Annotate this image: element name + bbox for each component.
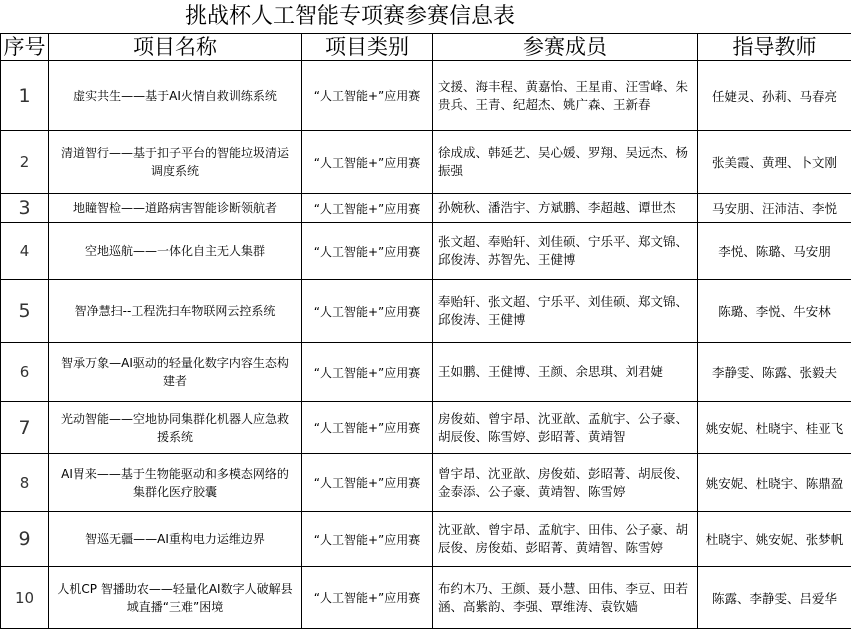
cell-teacher: 李静雯、陈露、张毅夫 xyxy=(698,343,851,402)
header-category: 项目类别 xyxy=(302,34,433,61)
cell-members: 房俊茹、曾宇昂、沈亚歆、孟航宇、公子豪、胡辰俊、陈雪婷、彭昭菁、黄靖智 xyxy=(433,402,698,454)
cell-teacher: 马安朋、汪沛洁、李悦 xyxy=(698,194,851,223)
header-members: 参赛成员 xyxy=(433,34,698,61)
cell-seq: 9 xyxy=(1,512,49,567)
cell-members: 孙婉秋、潘浩宇、方斌鹏、李超越、谭世杰 xyxy=(433,194,698,223)
cell-category: “人工智能+”应用赛 xyxy=(302,194,433,223)
cell-seq: 4 xyxy=(1,223,49,280)
cell-teacher: 陈露、李静雯、吕爱华 xyxy=(698,567,851,629)
cell-seq: 6 xyxy=(1,343,49,402)
header-teacher: 指导教师 xyxy=(698,34,851,61)
cell-seq: 5 xyxy=(1,280,49,343)
cell-name: 智巡无疆——AI重构电力运维边界 xyxy=(49,512,302,567)
participant-table xyxy=(0,33,851,629)
page-title: 挑战杯人工智能专项赛参赛信息表 xyxy=(184,4,515,29)
cell-teacher: 陈璐、李悦、牛安林 xyxy=(698,280,851,343)
table-row xyxy=(1,223,851,280)
cell-members: 布约木乃、王颜、聂小慧、田伟、李豆、田若涵、高紫韵、李强、覃维涛、袁钦嫱 xyxy=(433,567,698,629)
cell-teacher: 杜晓宇、姚安妮、张梦帆 xyxy=(698,512,851,567)
cell-seq: 10 xyxy=(1,567,49,629)
cell-name: 空地巡航——一体化自主无人集群 xyxy=(49,223,302,280)
table-row xyxy=(1,131,851,194)
cell-category: “人工智能+”应用赛 xyxy=(302,343,433,402)
cell-teacher: 姚安妮、杜晓宇、陈鼎盈 xyxy=(698,454,851,512)
cell-name: 虚实共生——基于AI火情自救训练系统 xyxy=(49,61,302,131)
cell-teacher: 姚安妮、杜晓宇、桂亚飞 xyxy=(698,402,851,454)
cell-members: 文援、海丰程、黄嘉怡、王星甫、汪雪峰、朱贵兵、王青、纪超杰、姚广森、王新春 xyxy=(433,61,698,131)
cell-members: 王如鹏、王健博、王颜、余思琪、刘君婕 xyxy=(433,343,698,402)
cell-name: 地瞳智检——道路病害智能诊断领航者 xyxy=(49,194,302,223)
cell-seq: 7 xyxy=(1,402,49,454)
table-row xyxy=(1,194,851,223)
cell-seq: 8 xyxy=(1,454,49,512)
cell-members: 曾宇昂、沈亚歆、房俊茹、彭昭菁、胡辰俊、金泰添、公子豪、黄靖智、陈雪婷 xyxy=(433,454,698,512)
table-row xyxy=(1,280,851,343)
cell-seq: 2 xyxy=(1,131,49,194)
cell-teacher: 张美霞、黄理、卜文刚 xyxy=(698,131,851,194)
table-row xyxy=(1,343,851,402)
header-row xyxy=(1,34,851,61)
cell-name: 清道智行——基于扣子平台的智能垃圾清运调度系统 xyxy=(49,131,302,194)
cell-teacher: 李悦、陈璐、马安朋 xyxy=(698,223,851,280)
cell-name: AI胃来——基于生物能驱动和多模态网络的集群化医疗胶囊 xyxy=(49,454,302,512)
cell-name: 人机CP 智播助农——轻量化AI数字人破解县域直播“三难”困境 xyxy=(49,567,302,629)
cell-seq: 1 xyxy=(1,61,49,131)
cell-members: 沈亚歆、曾宇昂、孟航宇、田伟、公子豪、胡辰俊、房俊茹、彭昭菁、黄靖智、陈雪婷 xyxy=(433,512,698,567)
table-row xyxy=(1,512,851,567)
cell-name: 智净慧扫--工程洗扫车物联网云控系统 xyxy=(49,280,302,343)
header-seq: 序号 xyxy=(1,34,49,61)
table-row xyxy=(1,454,851,512)
cell-category: “人工智能+”应用赛 xyxy=(302,402,433,454)
cell-category: “人工智能+”应用赛 xyxy=(302,512,433,567)
cell-members: 徐成成、韩延艺、吴心媛、罗翔、吴远杰、杨振强 xyxy=(433,131,698,194)
cell-category: “人工智能+”应用赛 xyxy=(302,280,433,343)
cell-members: 奉贻轩、张文超、宁乐平、刘佳硕、郑文锦、邱俊涛、王健博 xyxy=(433,280,698,343)
table-row xyxy=(1,61,851,131)
cell-category: “人工智能+”应用赛 xyxy=(302,223,433,280)
cell-teacher: 任婕灵、孙莉、马春亮 xyxy=(698,61,851,131)
cell-members: 张文超、奉贻轩、刘佳硕、宁乐平、郑文锦、邱俊涛、苏智先、王健博 xyxy=(433,223,698,280)
cell-name: 智承万象—AI驱动的轻量化数字内容生态构建者 xyxy=(49,343,302,402)
cell-category: “人工智能+”应用赛 xyxy=(302,131,433,194)
table-row xyxy=(1,567,851,629)
cell-category: “人工智能+”应用赛 xyxy=(302,61,433,131)
cell-seq: 3 xyxy=(1,194,49,223)
table-row xyxy=(1,402,851,454)
header-name: 项目名称 xyxy=(49,34,302,61)
cell-category: “人工智能+”应用赛 xyxy=(302,454,433,512)
cell-category: “人工智能+”应用赛 xyxy=(302,567,433,629)
cell-name: 光动智能——空地协同集群化机器人应急救援系统 xyxy=(49,402,302,454)
